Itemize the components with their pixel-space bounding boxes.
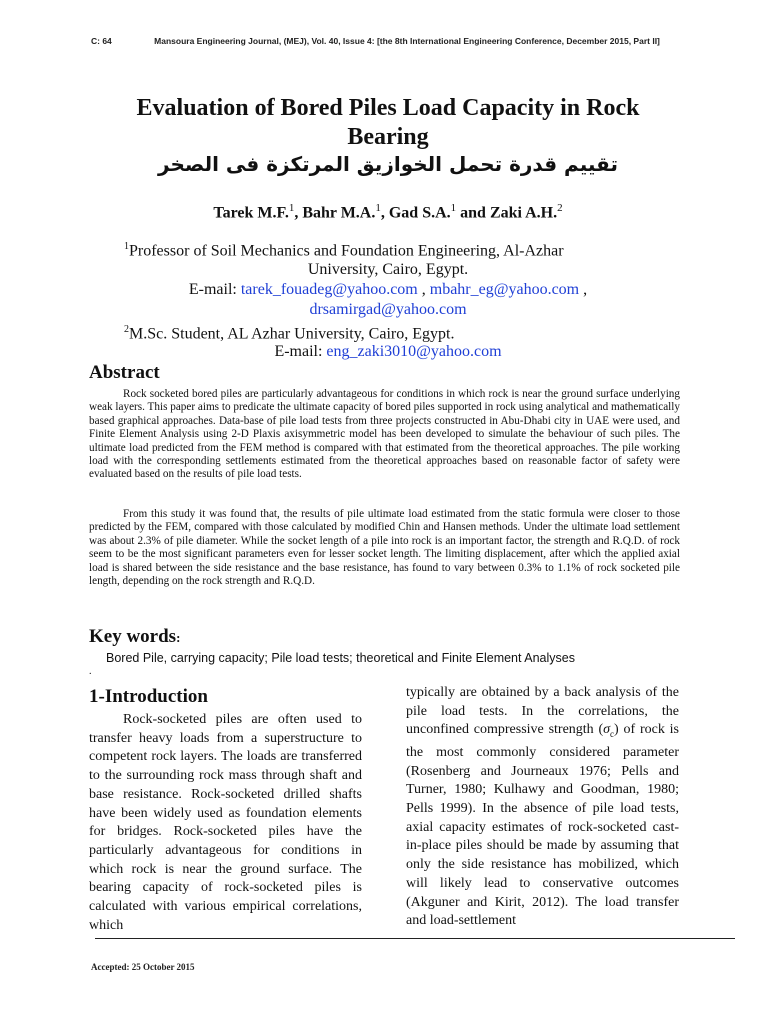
sigma-subscript: c	[610, 729, 615, 740]
running-header	[91, 36, 660, 46]
email-separator: ,	[579, 281, 588, 298]
author-separator: ,	[380, 204, 389, 222]
footer-divider	[95, 938, 735, 939]
email-line-1	[100, 280, 676, 300]
author-list	[100, 202, 676, 222]
author-affiliation-mark: 2	[557, 202, 563, 214]
author-affiliation-mark: 1	[375, 202, 381, 214]
affiliation-1-cont: University, Cairo, Egypt.	[307, 261, 469, 278]
arabic-title: تقييم قدرة تحمل الخوازيق المرتكزة فى الصخر	[158, 152, 618, 176]
email-separator: ,	[417, 281, 430, 298]
keywords-text: Bored Pile, carrying capacity; Pile load tests; theoretical and Finite Element Analyses	[106, 651, 575, 665]
author-and: and	[456, 204, 490, 222]
journal-citation: Mansoura Engineering Journal, (MEJ), Vol. 40, Issue 4: [the 8th International Engineering Conference, December 2015, Part II]	[154, 36, 660, 46]
affiliation-1	[124, 237, 564, 261]
email-link[interactable]: eng_zaki3010@yahoo.com	[326, 343, 502, 360]
author-name: Gad S.A.	[388, 204, 451, 222]
email-link[interactable]: mbahr_eg@yahoo.com	[429, 281, 580, 298]
email-label: E-mail:	[274, 343, 327, 360]
author-name: Bahr M.A.	[302, 204, 376, 222]
intro-right-text: ) of rock is the most commonly considered parameter (Rosenberg and Journeaux 1976; Pells and Turner, 1980; Kulhawy and Goodman, 1980; Pells 1999). In the absence of pile load tests, axial capacity estimates of rock-socketed cast-in-place piles should be made by assuming that only the side resistance has mobilized, which will likely lead to conservative outcomes (Akguner and Kirit, 2012). The load transfer and load-settlement	[406, 722, 679, 929]
affiliation-2	[124, 320, 454, 344]
email-line-2	[100, 300, 676, 320]
introduction-heading: 1-Introduction	[89, 686, 208, 707]
accepted-date: Accepted: 25 October 2015	[91, 962, 195, 972]
author-name: Tarek M.F.	[213, 204, 289, 222]
keywords-colon: :	[176, 630, 181, 645]
author-affiliation-mark: 1	[288, 202, 295, 214]
affiliation-mark: 1	[124, 241, 129, 252]
keywords-dot: .	[89, 666, 92, 677]
author-separator: ,	[294, 204, 303, 222]
email-link[interactable]: tarek_fouadeg@yahoo.com	[240, 281, 418, 298]
intro-left-column: Rock-socketed piles are often used to transfer heavy loads from a superstructure to competent rock layers. The loads are transferred to the surrounding rock mass through shaft and base resistance. Rock-socketed drilled shafts have been widely used as foundation elements for bridges. Rock-socketed piles have the particularly advantageous for conditions in which rock is near the ground surface. The bearing capacity of rock-socketed piles is calculated with various empirical correlations, which	[89, 712, 362, 933]
intro-right-column	[406, 684, 679, 931]
affiliation-text: M.Sc. Student, AL Azhar University, Cairo, Egypt.	[129, 325, 455, 343]
keywords-heading-text: Key words	[89, 626, 177, 647]
abstract-paragraph-1: Rock socketed bored piles are particularly advantageous for conditions in which rock is near the ground surface underlying weak layers. This paper aims to predicate the ultimate capacity of bored piles supported in rock using analytical and mathematically based graphical approaches. Data-base of pile load tests from three projects constructed in Abu-Dhabi city in UAE were used, and Finite Element Analysis using 2-D Plaxis axisymmetric model has been developed to simulate the behaviour of such piles. The ultimate load predicted from the FEM method is compared with that estimated from the theoretical approaches. The pile working load with the corresponding settlements estimated from the theoretical approaches based on reasonable factor of safety were evaluated based on the results of pile load tests.	[89, 388, 680, 481]
paper-title: Evaluation of Bored Piles Load Capacity in Rock Bearing	[136, 95, 640, 150]
page-code: C: 64	[91, 36, 112, 46]
abstract-heading: Abstract	[89, 362, 160, 383]
email-line-3	[100, 342, 676, 362]
intro-right-text: typically are obtained by a back analysis of the pile load tests. In the correlations, the unconfined compressive strength (	[406, 685, 679, 738]
author-name: Zaki A.H.	[489, 204, 558, 222]
abstract-paragraph-2: From this study it was found that, the results of pile ultimate load estimated from the static formula were closer to those predicted by the FEM, compared with those calculated by modified Chin and Hansen methods. Under the ultimate load settlement was about 2.3% of pile diameter. While the socket length of a pile into rock is an important factor, the strength and R.Q.D. of rock seem to be the most significant parameters even for lesser socket length. The limiting displacement, after which the applied axial load is shared between the side resistance and the base resistance, has found to vary between 0.3% to 1.1% of rock socketed pile length, depending on the rock strength and R.Q.D.	[89, 508, 680, 588]
email-label: E-mail:	[188, 281, 241, 298]
author-affiliation-mark: 1	[450, 202, 457, 214]
keywords-heading	[89, 626, 180, 648]
affiliation-text: Professor of Soil Mechanics and Foundation Engineering, Al-Azhar	[129, 242, 564, 260]
sigma-symbol: σ	[603, 722, 611, 738]
email-link[interactable]: drsamirgad@yahoo.com	[309, 301, 467, 318]
affiliation-mark: 2	[124, 324, 129, 335]
